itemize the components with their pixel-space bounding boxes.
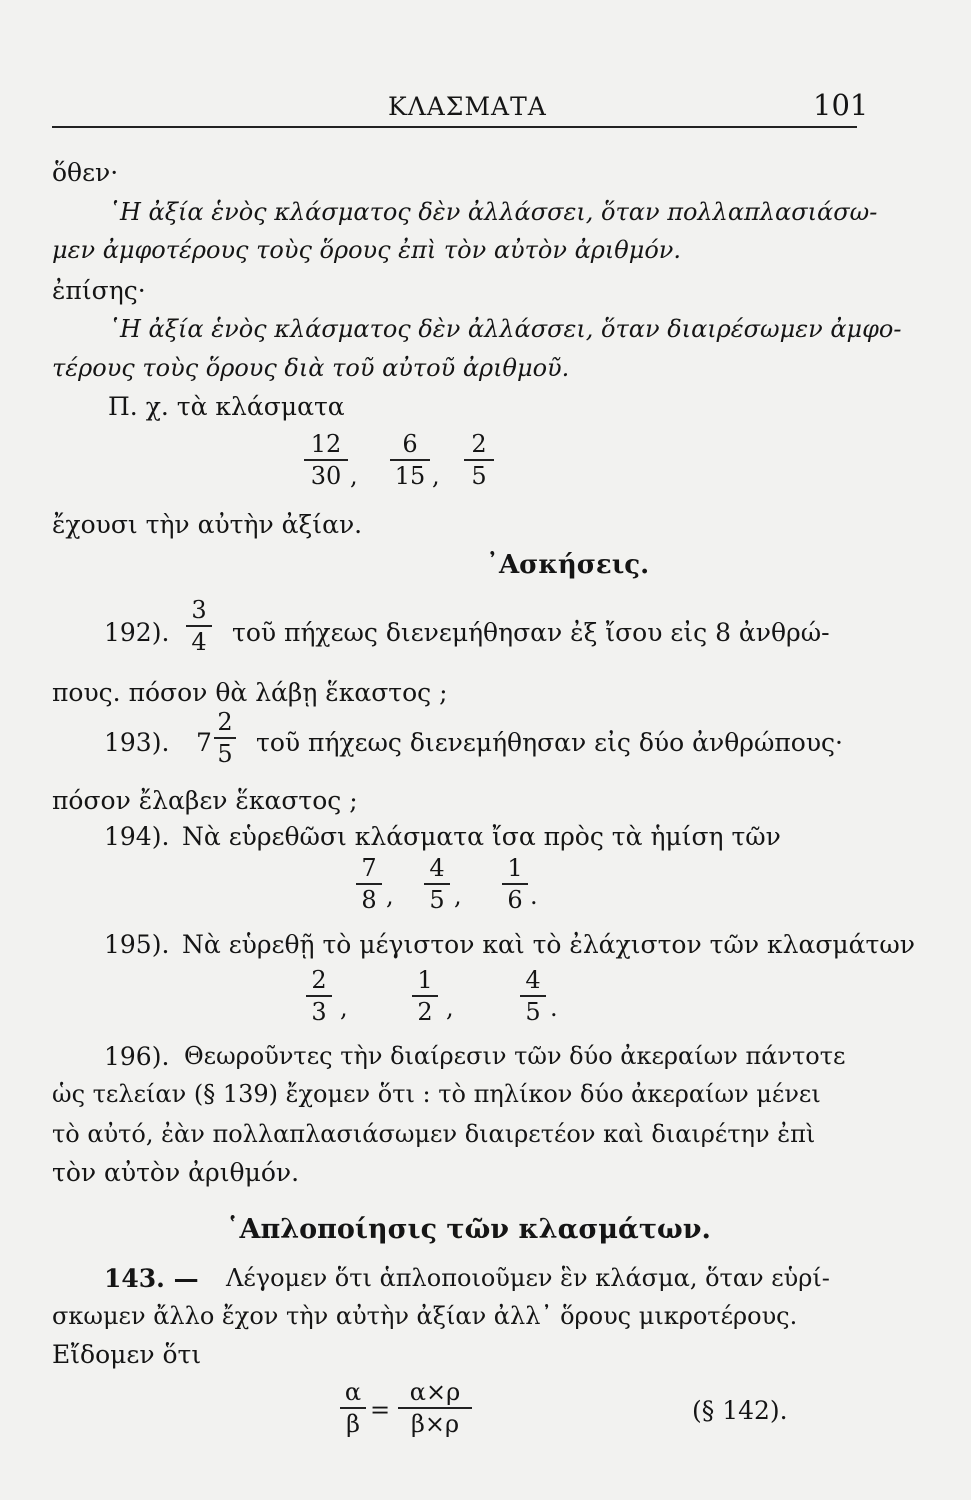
text-line: Π. χ. τὰ κλάσματα — [108, 392, 345, 421]
fraction: 7 8 — [356, 856, 382, 912]
page-number: 101 — [813, 88, 869, 122]
exercise-number: 192). — [104, 618, 170, 647]
separator: , — [350, 462, 358, 490]
section-reference: (§ 142). — [692, 1396, 788, 1425]
separator: , — [432, 462, 440, 490]
header-rule — [52, 126, 857, 128]
exercise-text: ὡς τελείαν (§ 139) ἔχομεν ὅτι : τὸ πηλίκον δύο ἀκεραίων μένει — [52, 1080, 821, 1108]
fraction: α×ρ β×ρ — [398, 1380, 472, 1436]
exercise-text: Νὰ εὑρεθῇ τὸ μέγιστον καὶ τὸ ἐλάχιστον τῶν κλασμάτων — [182, 930, 915, 959]
separator: , — [446, 994, 454, 1022]
exercise-text: Θεωροῦντες τὴν διαίρεσιν τῶν δύο ἀκεραίων πάντοτε — [184, 1042, 846, 1070]
exercise-number: 193). — [104, 728, 170, 757]
fraction: 2 5 — [464, 432, 494, 488]
separator: , — [340, 994, 348, 1022]
section-text: Εἴδομεν ὅτι — [52, 1340, 202, 1369]
separator: . — [530, 882, 538, 910]
fraction: 1 2 — [412, 968, 438, 1024]
fraction: 2 3 — [306, 968, 332, 1024]
rule-statement-1-cont: μεν ἀμφοτέρους τοὺς ὅρους ἐπὶ τὸν αὐτὸν ἀριθμόν. — [52, 236, 682, 264]
text-line: ἐπίσης· — [52, 276, 146, 305]
exercise-text: τοῦ πήχεως διενεμήθησαν ἐξ ἴσου εἰς 8 ἀνθρώ- — [232, 618, 830, 647]
rule-statement-1: ῾Η ἀξία ἑνὸς κλάσματος δὲν ἀλλάσσει, ὅταν πολλαπλασιάσω- — [108, 198, 878, 226]
fraction: 2 5 — [214, 710, 236, 766]
fraction: α β — [340, 1380, 366, 1436]
text-line: ὅθεν· — [52, 158, 119, 187]
section-number: 143. — — [104, 1264, 199, 1293]
section-text: σκωμεν ἄλλο ἔχον τὴν αὐτὴν ἀξίαν ἀλλ᾿ ὅρους μικροτέρους. — [52, 1302, 798, 1330]
exercises-heading: ᾿Ασκήσεις. — [486, 550, 650, 580]
fraction: 6 15 — [390, 432, 430, 488]
separator: , — [454, 882, 462, 910]
rule-statement-2: ῾Η ἀξία ἑνὸς κλάσματος δὲν ἀλλάσσει, ὅταν διαιρέσωμεν ἀμφο- — [108, 315, 902, 343]
equals-sign: = — [370, 1396, 391, 1424]
section-heading: ῾Απλοποίησις τῶν κλασμάτων. — [226, 1214, 711, 1245]
exercise-number: 194). — [104, 822, 170, 851]
fraction: 12 30 — [304, 432, 348, 488]
mixed-number-whole: 7 — [196, 728, 212, 757]
running-header-title: ΚΛΑΣΜΑΤΑ — [388, 92, 547, 121]
exercise-text: τὸ αὐτό, ἐὰν πολλαπλασιάσωμεν διαιρετέον καὶ διαιρέτην ἐπὶ — [52, 1120, 816, 1148]
section-text: Λέγομεν ὅτι ἁπλοποιοῦμεν ἓν κλάσμα, ὅταν εὑρί- — [226, 1264, 830, 1292]
exercise-text: πους. πόσον θὰ λάβῃ ἕκαστος ; — [52, 678, 448, 707]
fraction: 4 5 — [424, 856, 450, 912]
text-line: ἔχουσι τὴν αὐτὴν ἀξίαν. — [52, 510, 363, 539]
exercise-text: πόσον ἔλαβεν ἕκαστος ; — [52, 786, 358, 815]
fraction: 4 5 — [520, 968, 546, 1024]
exercise-number: 196). — [104, 1042, 170, 1071]
fraction: 3 4 — [186, 598, 212, 654]
exercise-text: τοῦ πήχεως διενεμήθησαν εἰς δύο ἀνθρώπους· — [256, 728, 843, 757]
separator: , — [386, 882, 394, 910]
exercise-text: τὸν αὐτὸν ἀριθμόν. — [52, 1158, 300, 1187]
exercise-text: Νὰ εὑρεθῶσι κλάσματα ἴσα πρὸς τὰ ἡμίση τῶν — [182, 822, 781, 851]
exercise-number: 195). — [104, 930, 170, 959]
rule-statement-2-cont: τέρους τοὺς ὅρους διὰ τοῦ αὐτοῦ ἀριθμοῦ. — [52, 354, 570, 382]
separator: . — [550, 994, 558, 1022]
fraction: 1 6 — [502, 856, 528, 912]
